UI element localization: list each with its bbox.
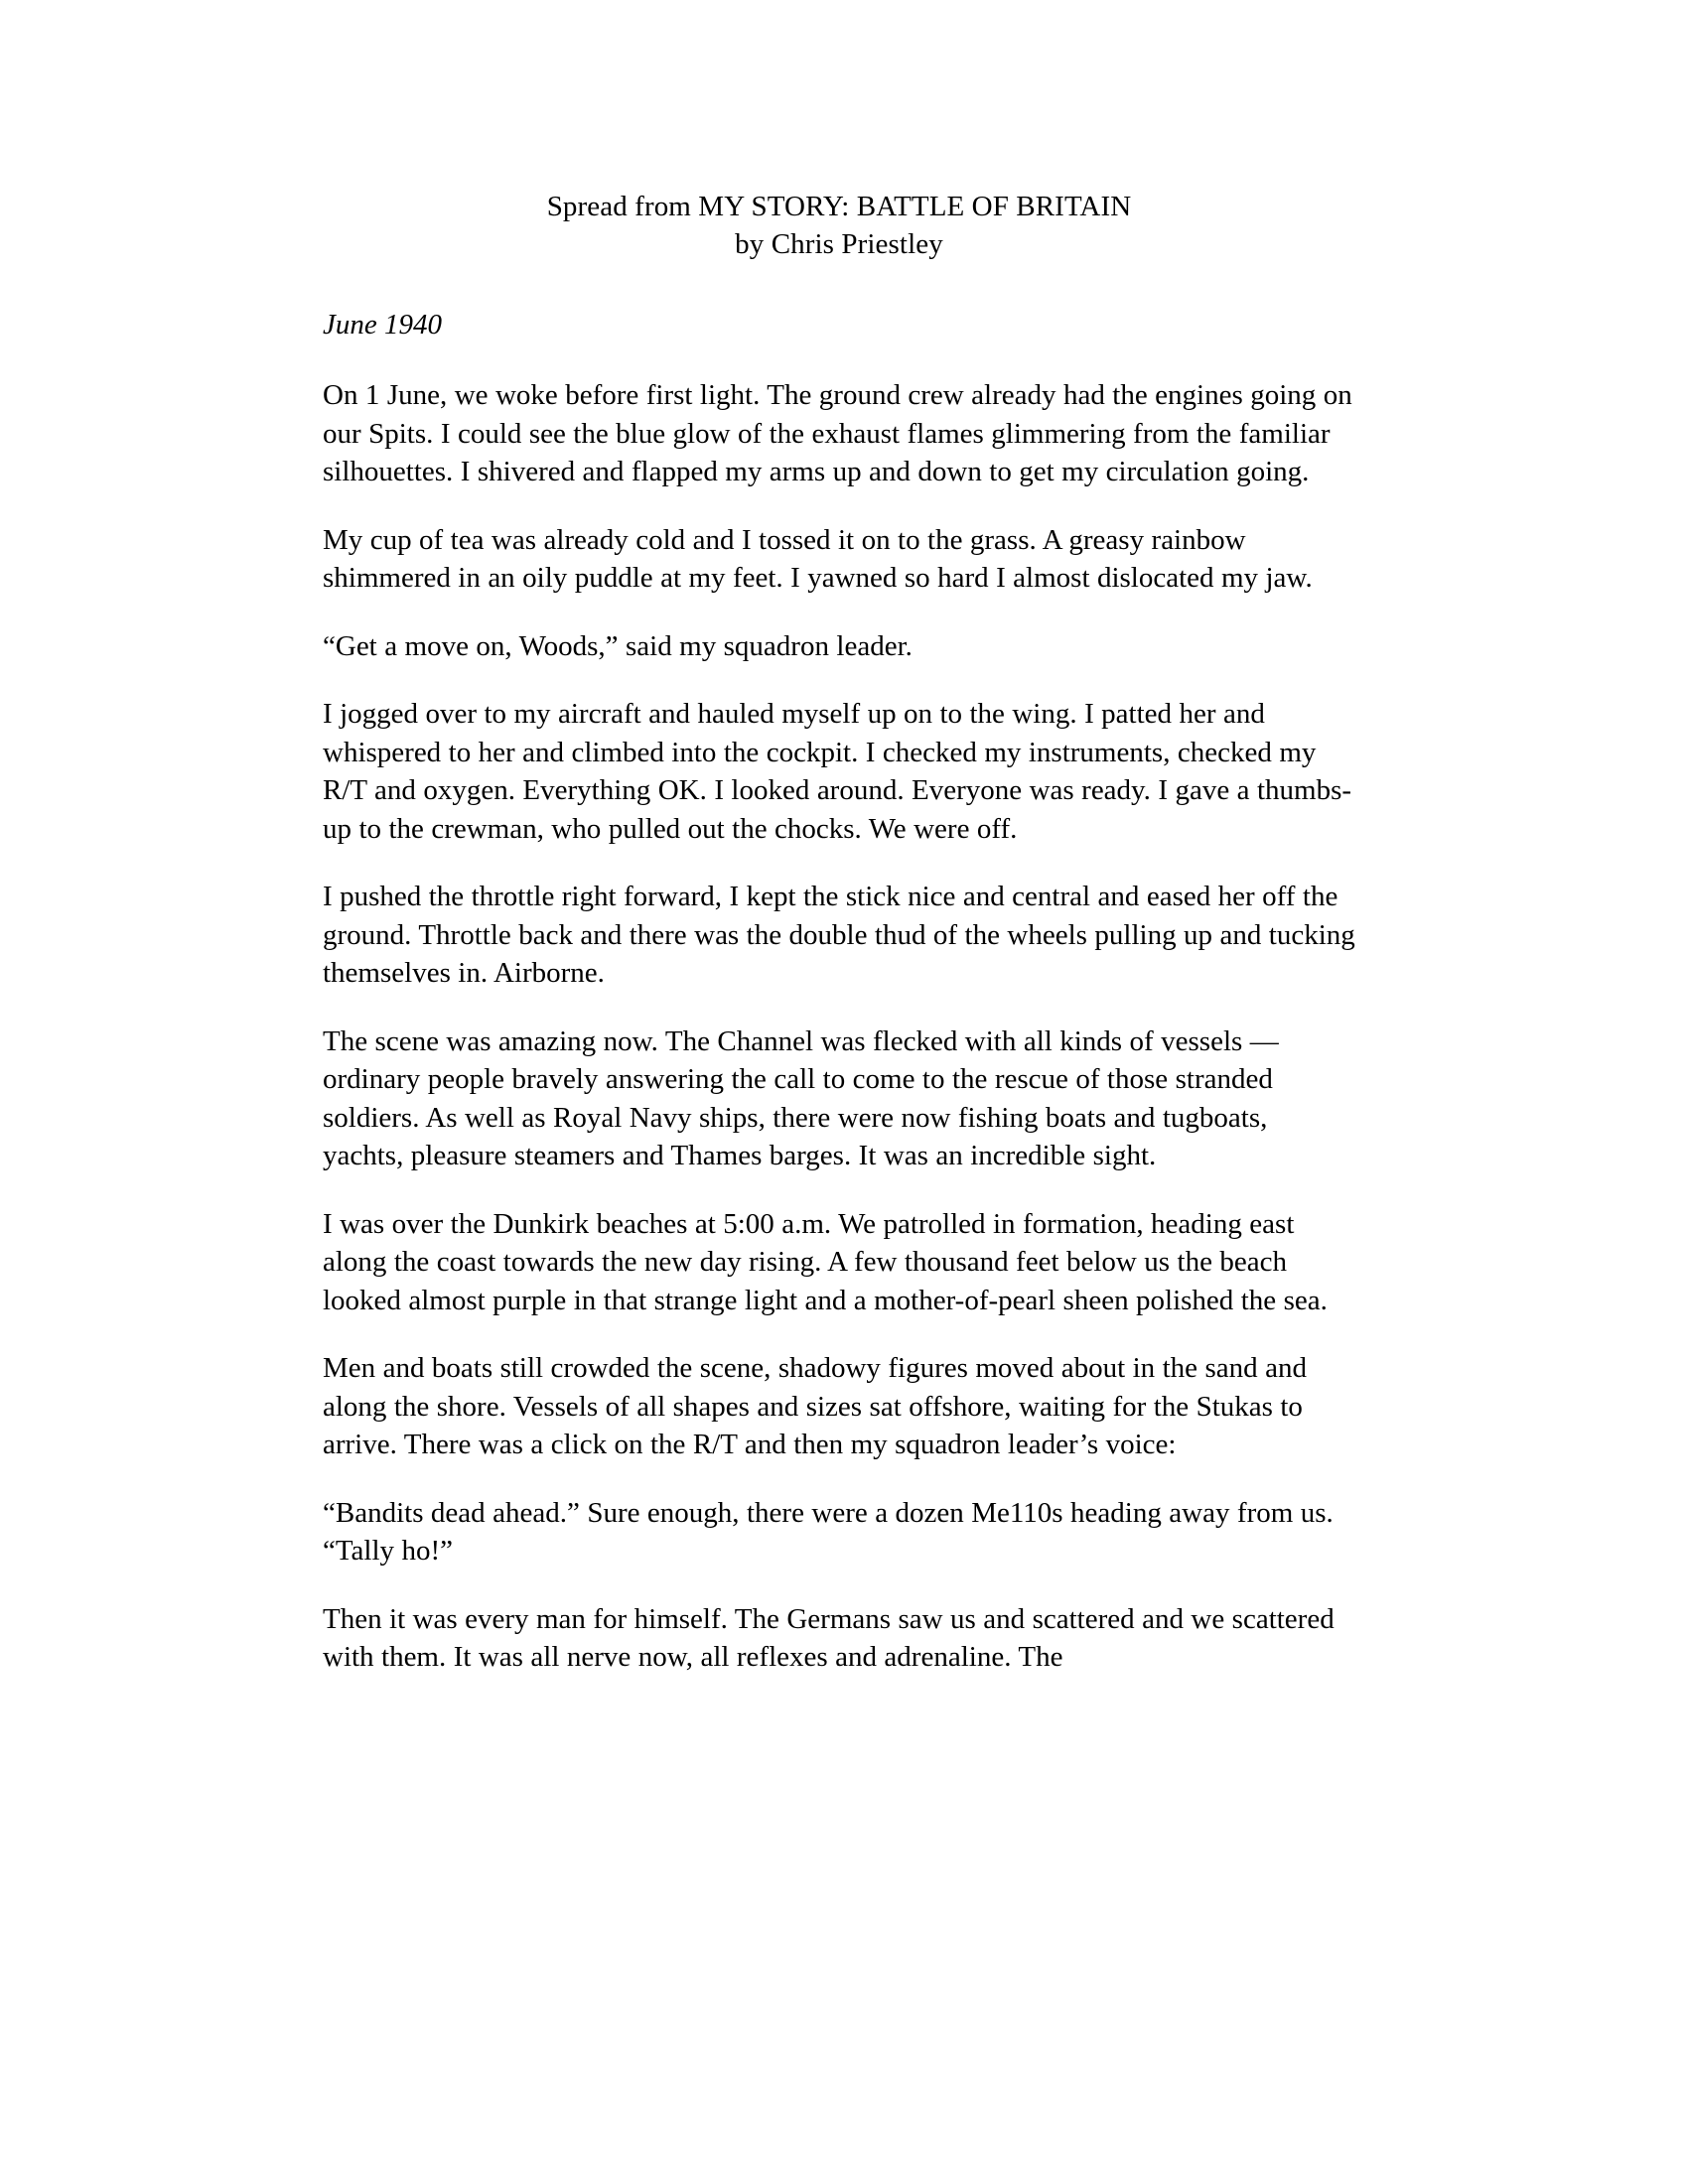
document-content	[323, 189, 1355, 1677]
document-heading	[323, 189, 1355, 263]
paragraph: “Bandits dead ahead.” Sure enough, there were a dozen Me110s heading away from us. “Tally ho!”	[323, 1496, 1334, 1567]
paragraph: My cup of tea was already cold and I tossed it on to the grass. A greasy rainbow shimmered in an oily puddle at my feet. I yawned so hard I almost dislocated my jaw.	[323, 523, 1313, 594]
paragraph: I jogged over to my aircraft and hauled myself up on to the wing. I patted her and whispered to her and climbed into the cockpit. I checked my instruments, checked my R/T and oxygen. Everything OK. I looked around. Everyone was ready. I gave a thumbs-up to the crewman, who pulled out the chocks. We were off.	[323, 698, 1352, 845]
paragraph: I pushed the throttle right forward, I kept the stick nice and central and eased her off the ground. Throttle back and there was the double thud of the wheels pulling up and tucking themselves in. Airborne.	[323, 881, 1355, 989]
document-title: Spread from MY STORY: BATTLE OF BRITAIN	[546, 191, 1132, 222]
paragraph: The scene was amazing now. The Channel was flecked with all kinds of vessels — ordinary people bravely answering the call to come to the rescue of those stranded soldiers. As well as Royal Navy ships, there were now fishing boats and tugboats, yachts, pleasure steamers and Thames barges. It was an incredible sight.	[323, 1024, 1279, 1171]
body-text	[323, 376, 1355, 1677]
paragraph: Men and boats still crowded the scene, shadowy figures moved about in the sand and along the shore. Vessels of all shapes and sizes sat offshore, waiting for the Stukas to arrive. There was a click on the R/T and then my squadron leader’s voice:	[323, 1352, 1307, 1460]
date-heading: June 1940	[323, 309, 442, 341]
document-author: by Chris Priestley	[735, 228, 943, 260]
paragraph: “Get a move on, Woods,” said my squadron leader.	[323, 629, 913, 662]
paragraph: I was over the Dunkirk beaches at 5:00 a.m. We patrolled in formation, heading east along the coast towards the new day rising. A few thousand feet below us the beach looked almost purple in that strange light and a mother-of-pearl sheen polished the sea.	[323, 1207, 1328, 1316]
paragraph: Then it was every man for himself. The Germans saw us and scattered and we scattered with them. It was all nerve now, all reflexes and adrenaline. The	[323, 1602, 1335, 1673]
paragraph: On 1 June, we woke before first light. The ground crew already had the engines going on our Spits. I could see the blue glow of the exhaust flames glimmering from the familiar silhouettes. I shivered and flapped my arms up and down to get my circulation going.	[323, 379, 1352, 487]
